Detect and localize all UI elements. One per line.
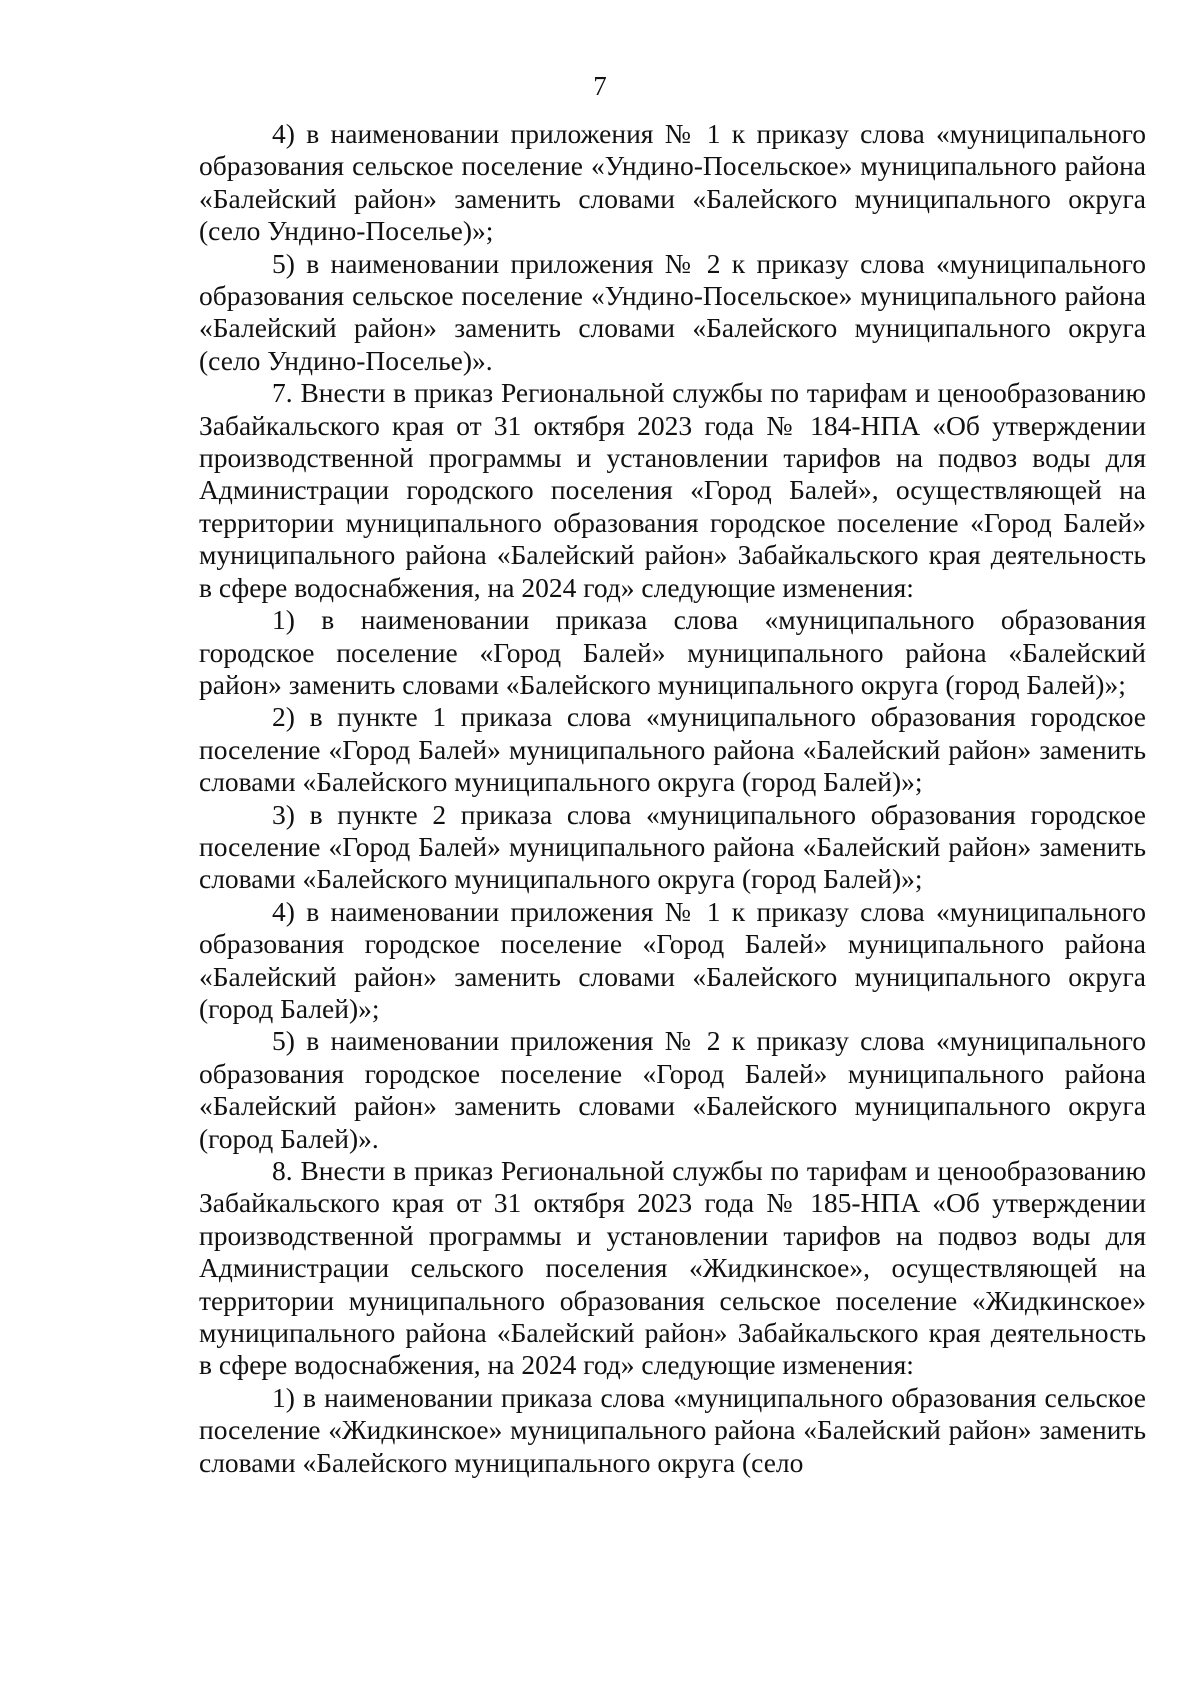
page-number: 7: [593, 71, 607, 101]
paragraph-item-4-appendix-1: 4) в наименовании приложения № 1 к приказу слова «муниципального образования сельское поселение «Ундино-Посельское» муниципального района «Балейский район» заменить словами «Балейского муниципального округа (село Ундино-Поселье)»;: [199, 118, 1146, 247]
paragraph-section-7: 7. Внести в приказ Региональной службы по тарифам и ценообразованию Забайкальского края от 31 октября 2023 года № 184-НПА «Об утверждении производственной программы и установлении тарифов на подвоз воды для Администрации городского поселения «Город Балей», осуществляющей на территории муниципального образования городское поселение «Город Балей» муниципального района «Балейский район» Забайкальского края деятельность в сфере водоснабжения, на 2024 год» следующие изменения:: [199, 377, 1146, 603]
paragraph-section-8: 8. Внести в приказ Региональной службы по тарифам и ценообразованию Забайкальского края от 31 октября 2023 года № 185-НПА «Об утверждении производственной программы и установлении тарифов на подвоз воды для Администрации сельского поселения «Жидкинское», осуществляющей на территории муниципального образования сельское поселение «Жидкинское» муниципального района «Балейский район» Забайкальского края деятельность в сфере водоснабжения, на 2024 год» следующие изменения:: [199, 1155, 1146, 1381]
document-body: [199, 118, 1146, 1479]
paragraph-item-5-appendix-2: 5) в наименовании приложения № 2 к приказу слова «муниципального образования сельское поселение «Ундино-Посельское» муниципального района «Балейский район» заменить словами «Балейского муниципального округа (село Ундино-Поселье)».: [199, 247, 1146, 376]
paragraph-section-7-item-3: 3) в пункте 2 приказа слова «муниципального образования городское поселение «Город Балей» муниципального района «Балейский район» заменить словами «Балейского муниципального округа (город Балей)»;: [199, 798, 1146, 895]
paragraph-section-7-item-5: 5) в наименовании приложения № 2 к приказу слова «муниципального образования городское поселение «Город Балей» муниципального района «Балейский район» заменить словами «Балейского муниципального округа (город Балей)».: [199, 1025, 1146, 1154]
paragraph-section-7-item-2: 2) в пункте 1 приказа слова «муниципального образования городское поселение «Город Балей» муниципального района «Балейский район» заменить словами «Балейского муниципального округа (город Балей)»;: [199, 701, 1146, 798]
paragraph-section-8-item-1: 1) в наименовании приказа слова «муниципального образования сельское поселение «Жидкинское» муниципального района «Балейский район» заменить словами «Балейского муниципального округа (село: [199, 1381, 1146, 1478]
paragraph-section-7-item-4: 4) в наименовании приложения № 1 к приказу слова «муниципального образования городское поселение «Город Балей» муниципального района «Балейский район» заменить словами «Балейского муниципального округа (город Балей)»;: [199, 895, 1146, 1024]
paragraph-section-7-item-1: 1) в наименовании приказа слова «муниципального образования городское поселение «Город Балей» муниципального района «Балейский район» заменить словами «Балейского муниципального округа (город Балей)»;: [199, 604, 1146, 700]
